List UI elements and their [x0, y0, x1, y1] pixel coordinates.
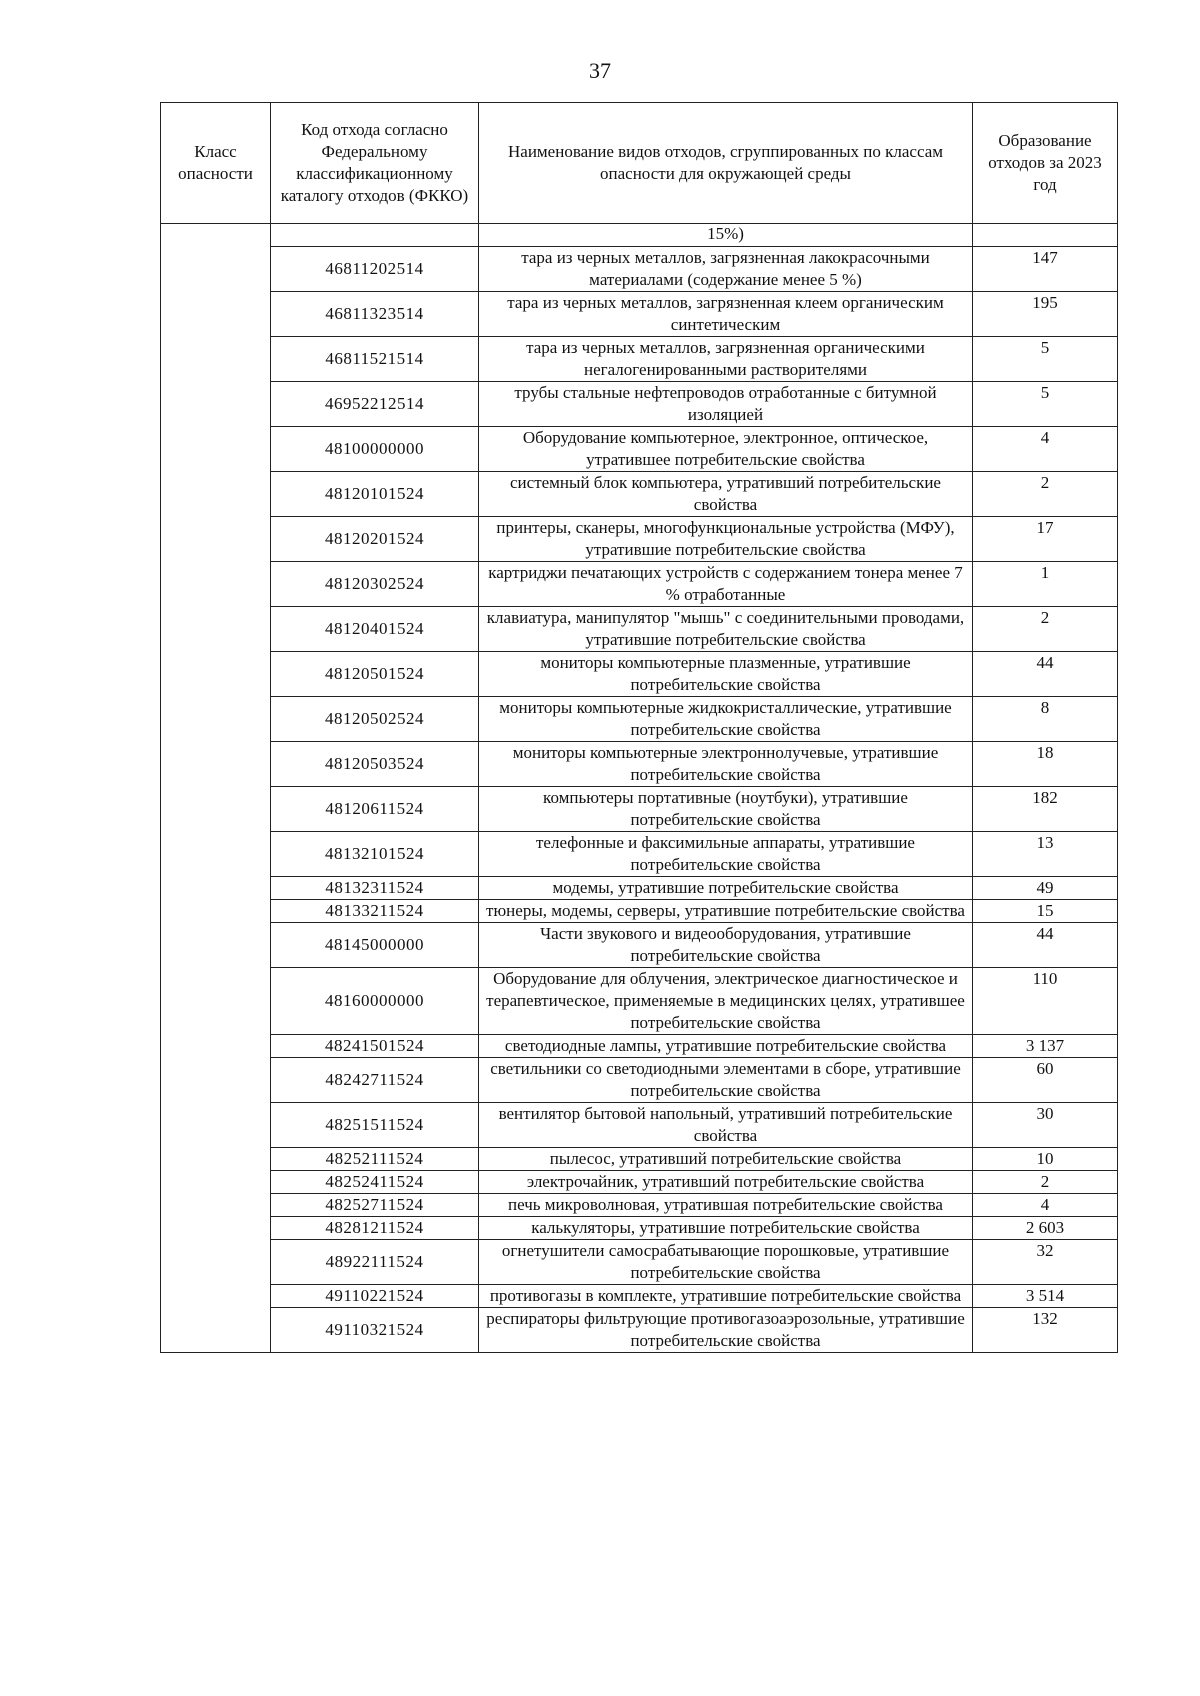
table-row — [161, 1148, 1118, 1171]
table-row — [161, 1035, 1118, 1058]
table-row — [161, 1194, 1118, 1217]
waste-amount: 2 — [973, 1171, 1118, 1194]
table-row — [161, 742, 1118, 787]
table-row — [161, 382, 1118, 427]
waste-name: калькуляторы, утратившие потребительские свойства — [479, 1217, 973, 1240]
waste-code: 48133211524 — [271, 900, 479, 923]
waste-amount: 195 — [973, 292, 1118, 337]
waste-amount: 17 — [973, 517, 1118, 562]
waste-amount: 60 — [973, 1058, 1118, 1103]
table-row — [161, 1285, 1118, 1308]
waste-name: трубы стальные нефтепроводов отработанные с битумной изоляцией — [479, 382, 973, 427]
waste-amount: 1 — [973, 562, 1118, 607]
waste-name: мониторы компьютерные плазменные, утратившие потребительские свойства — [479, 652, 973, 697]
waste-name: Оборудование компьютерное, электронное, оптическое, утратившее потребительские свойства — [479, 427, 973, 472]
waste-amount: 182 — [973, 787, 1118, 832]
waste-code: 48281211524 — [271, 1217, 479, 1240]
continuation-amount-cell — [973, 224, 1118, 247]
waste-name: светодиодные лампы, утратившие потребительские свойства — [479, 1035, 973, 1058]
table-row — [161, 1171, 1118, 1194]
waste-code: 46811202514 — [271, 247, 479, 292]
waste-amount: 18 — [973, 742, 1118, 787]
waste-name: Части звукового и видеооборудования, утратившие потребительские свойства — [479, 923, 973, 968]
waste-name: вентилятор бытовой напольный, утративший потребительские свойства — [479, 1103, 973, 1148]
waste-name: электрочайник, утративший потребительские свойства — [479, 1171, 973, 1194]
waste-code: 46952212514 — [271, 382, 479, 427]
waste-code: 48120302524 — [271, 562, 479, 607]
waste-name: мониторы компьютерные электроннолучевые, утратившие потребительские свойства — [479, 742, 973, 787]
table-row — [161, 292, 1118, 337]
waste-name: Оборудование для облучения, электрическое диагностическое и терапевтическое, применяемые в медицинских целях, утратившее потребительские свойства — [479, 968, 973, 1035]
waste-amount: 110 — [973, 968, 1118, 1035]
waste-name: тара из черных металлов, загрязненная лакокрасочными материалами (содержание менее 5 %) — [479, 247, 973, 292]
table-row — [161, 832, 1118, 877]
page-number: 37 — [589, 58, 611, 83]
waste-amount: 3 137 — [973, 1035, 1118, 1058]
waste-name: пылесос, утративший потребительские свойства — [479, 1148, 973, 1171]
waste-amount: 49 — [973, 877, 1118, 900]
table-row — [161, 517, 1118, 562]
waste-code: 48160000000 — [271, 968, 479, 1035]
waste-name: тара из черных металлов, загрязненная органическими негалогенированными растворителями — [479, 337, 973, 382]
waste-amount: 147 — [973, 247, 1118, 292]
table-row — [161, 787, 1118, 832]
waste-name: мониторы компьютерные жидкокристаллические, утратившие потребительские свойства — [479, 697, 973, 742]
header-waste-name: Наименование видов отходов, сгруппированных по классам опасности для окружающей среды — [479, 103, 973, 224]
waste-code: 48241501524 — [271, 1035, 479, 1058]
waste-code: 48242711524 — [271, 1058, 479, 1103]
table-row — [161, 968, 1118, 1035]
waste-name: огнетушители самосрабатывающие порошковые, утратившие потребительские свойства — [479, 1240, 973, 1285]
waste-name: модемы, утратившие потребительские свойства — [479, 877, 973, 900]
waste-name: системный блок компьютера, утративший потребительские свойства — [479, 472, 973, 517]
waste-code: 48120502524 — [271, 697, 479, 742]
waste-code: 48252111524 — [271, 1148, 479, 1171]
waste-amount: 4 — [973, 427, 1118, 472]
waste-code: 48120401524 — [271, 607, 479, 652]
header-hazard-class: Класс опасности — [161, 103, 271, 224]
table-row — [161, 562, 1118, 607]
header-fkko-code: Код отхода согласно Федеральному классификационному каталогу отходов (ФККО) — [271, 103, 479, 224]
waste-amount: 32 — [973, 1240, 1118, 1285]
waste-amount: 10 — [973, 1148, 1118, 1171]
waste-code: 48145000000 — [271, 923, 479, 968]
continuation-text: 15%) — [479, 224, 973, 247]
waste-name: респираторы фильтрующие противогазоаэрозольные, утратившие потребительские свойства — [479, 1308, 973, 1353]
waste-code: 48120501524 — [271, 652, 479, 697]
table-body — [161, 224, 1118, 1353]
table-row — [161, 1308, 1118, 1353]
table-row — [161, 1058, 1118, 1103]
table-row — [161, 472, 1118, 517]
waste-amount: 5 — [973, 382, 1118, 427]
waste-code: 48120503524 — [271, 742, 479, 787]
waste-name: принтеры, сканеры, многофункциональные устройства (МФУ), утратившие потребительские свойства — [479, 517, 973, 562]
table-row — [161, 923, 1118, 968]
waste-code: 48120611524 — [271, 787, 479, 832]
table-row — [161, 900, 1118, 923]
waste-code: 49110221524 — [271, 1285, 479, 1308]
waste-code: 48922111524 — [271, 1240, 479, 1285]
waste-amount: 44 — [973, 652, 1118, 697]
waste-code: 46811521514 — [271, 337, 479, 382]
waste-amount: 2 — [973, 472, 1118, 517]
waste-code: 46811323514 — [271, 292, 479, 337]
waste-amount: 13 — [973, 832, 1118, 877]
waste-name: печь микроволновая, утратившая потребительские свойства — [479, 1194, 973, 1217]
waste-code: 48132101524 — [271, 832, 479, 877]
table-row — [161, 337, 1118, 382]
waste-amount: 5 — [973, 337, 1118, 382]
waste-name: тара из черных металлов, загрязненная клеем органическим синтетическим — [479, 292, 973, 337]
table-row — [161, 427, 1118, 472]
table-row — [161, 1240, 1118, 1285]
table-row — [161, 607, 1118, 652]
waste-code: 48251511524 — [271, 1103, 479, 1148]
header-generation-2023: Образование отходов за 2023 год — [973, 103, 1118, 224]
waste-name: телефонные и факсимильные аппараты, утратившие потребительские свойства — [479, 832, 973, 877]
table-row — [161, 247, 1118, 292]
waste-name: картриджи печатающих устройств с содержанием тонера менее 7 % отработанные — [479, 562, 973, 607]
waste-name: противогазы в комплекте, утратившие потребительские свойства — [479, 1285, 973, 1308]
waste-code: 48132311524 — [271, 877, 479, 900]
table-header-row — [161, 103, 1118, 224]
waste-amount: 15 — [973, 900, 1118, 923]
waste-code: 48252411524 — [271, 1171, 479, 1194]
waste-code: 48100000000 — [271, 427, 479, 472]
waste-code: 48252711524 — [271, 1194, 479, 1217]
waste-amount: 2 — [973, 607, 1118, 652]
table-row — [161, 877, 1118, 900]
waste-name: компьютеры портативные (ноутбуки), утратившие потребительские свойства — [479, 787, 973, 832]
hazard-class-cell — [161, 224, 271, 1353]
waste-code: 48120201524 — [271, 517, 479, 562]
continuation-code-cell — [271, 224, 479, 247]
waste-code: 48120101524 — [271, 472, 479, 517]
table-row — [161, 1103, 1118, 1148]
waste-amount: 132 — [973, 1308, 1118, 1353]
waste-amount: 8 — [973, 697, 1118, 742]
waste-amount: 3 514 — [973, 1285, 1118, 1308]
waste-amount: 2 603 — [973, 1217, 1118, 1240]
table-row — [161, 697, 1118, 742]
table-row — [161, 1217, 1118, 1240]
waste-amount: 4 — [973, 1194, 1118, 1217]
waste-name: светильники со светодиодными элементами в сборе, утратившие потребительские свойства — [479, 1058, 973, 1103]
continuation-row — [161, 224, 1118, 247]
waste-name: тюнеры, модемы, серверы, утратившие потребительские свойства — [479, 900, 973, 923]
waste-table — [160, 102, 1118, 1353]
waste-amount: 30 — [973, 1103, 1118, 1148]
table-row — [161, 652, 1118, 697]
waste-name: клавиатура, манипулятор "мышь" с соединительными проводами, утратившие потребительские свойства — [479, 607, 973, 652]
waste-code: 49110321524 — [271, 1308, 479, 1353]
waste-amount: 44 — [973, 923, 1118, 968]
